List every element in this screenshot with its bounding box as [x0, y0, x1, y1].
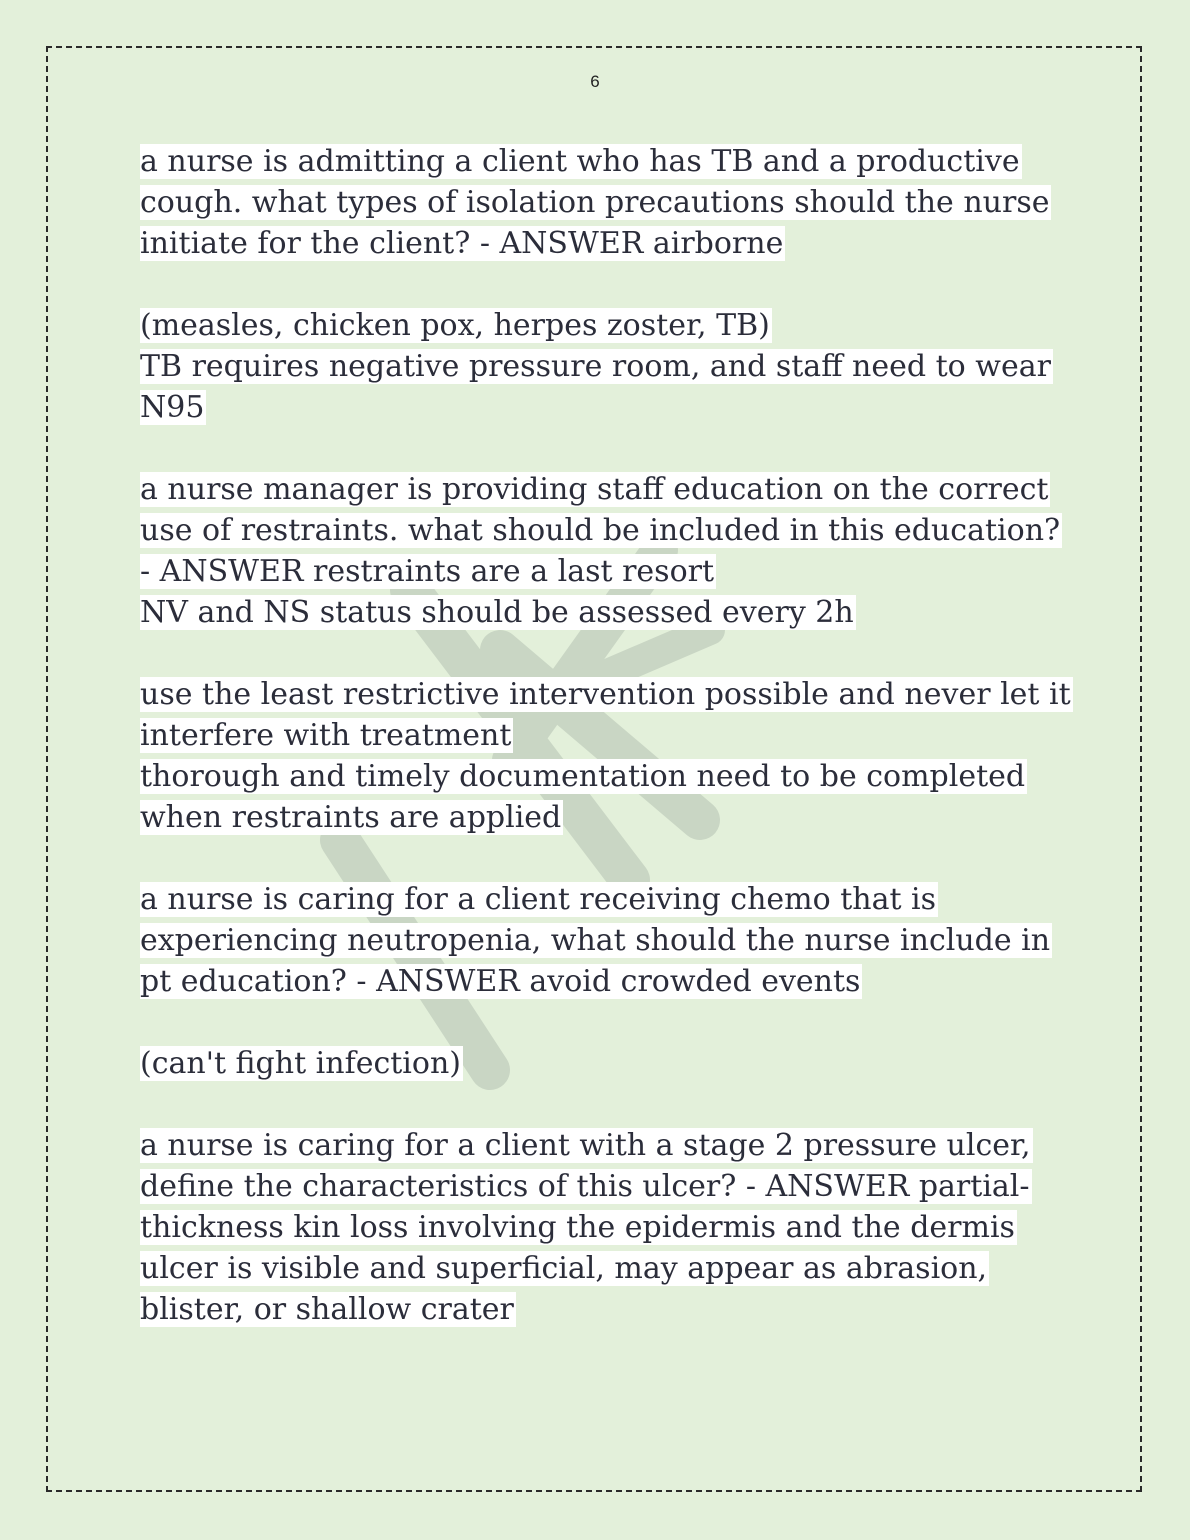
text-line: a nurse manager is providing staff education on the correct: [140, 472, 1049, 507]
text-line: ulcer is visible and superficial, may appear as abrasion,: [140, 1251, 988, 1286]
paragraph-block: [140, 1043, 1060, 1084]
text-line: thickness kin loss involving the epidermis and the dermis: [140, 1210, 1015, 1245]
text-line: a nurse is admitting a client who has TB and a productive: [140, 144, 1020, 179]
text-line: when restraints are applied: [140, 800, 562, 835]
text-line: define the characteristics of this ulcer? - ANSWER partial-: [140, 1169, 1030, 1204]
document-body: [140, 141, 1071, 1371]
text-line: blister, or shallow crater: [140, 1292, 514, 1327]
text-line: pt education? - ANSWER avoid crowded events: [140, 964, 861, 999]
text-line: experiencing neutropenia, what should the nurse include in: [140, 923, 1051, 958]
text-line: a nurse is caring for a client receiving chemo that is: [140, 882, 937, 917]
paragraph-block: [140, 469, 1060, 633]
text-line: cough. what types of isolation precautions should the nurse: [140, 185, 1050, 220]
text-line: initiate for the client? - ANSWER airborne: [140, 226, 784, 261]
text-line: interfere with treatment: [140, 718, 512, 753]
text-line: a nurse is caring for a client with a stage 2 pressure ulcer,: [140, 1128, 1031, 1163]
paragraph-block: [140, 305, 1060, 428]
paragraph-block: [140, 1125, 1060, 1330]
text-line: N95: [140, 390, 205, 425]
page-number: 6: [590, 72, 600, 91]
text-line: use the least restrictive intervention possible and never let it: [140, 677, 1071, 712]
text-line: (measles, chicken pox, herpes zoster, TB): [140, 308, 770, 343]
paragraph-block: [140, 879, 1060, 1002]
paragraph-block: [140, 674, 1071, 838]
text-line: (can't fight infection): [140, 1046, 461, 1081]
text-line: TB requires negative pressure room, and staff need to wear: [140, 349, 1051, 384]
text-line: thorough and timely documentation need to be completed: [140, 759, 1026, 794]
text-line: NV and NS status should be assessed every 2h: [140, 595, 854, 630]
paragraph-block: [140, 141, 1060, 264]
text-line: - ANSWER restraints are a last resort: [140, 554, 715, 589]
text-line: use of restraints. what should be included in this education?: [140, 513, 1061, 548]
